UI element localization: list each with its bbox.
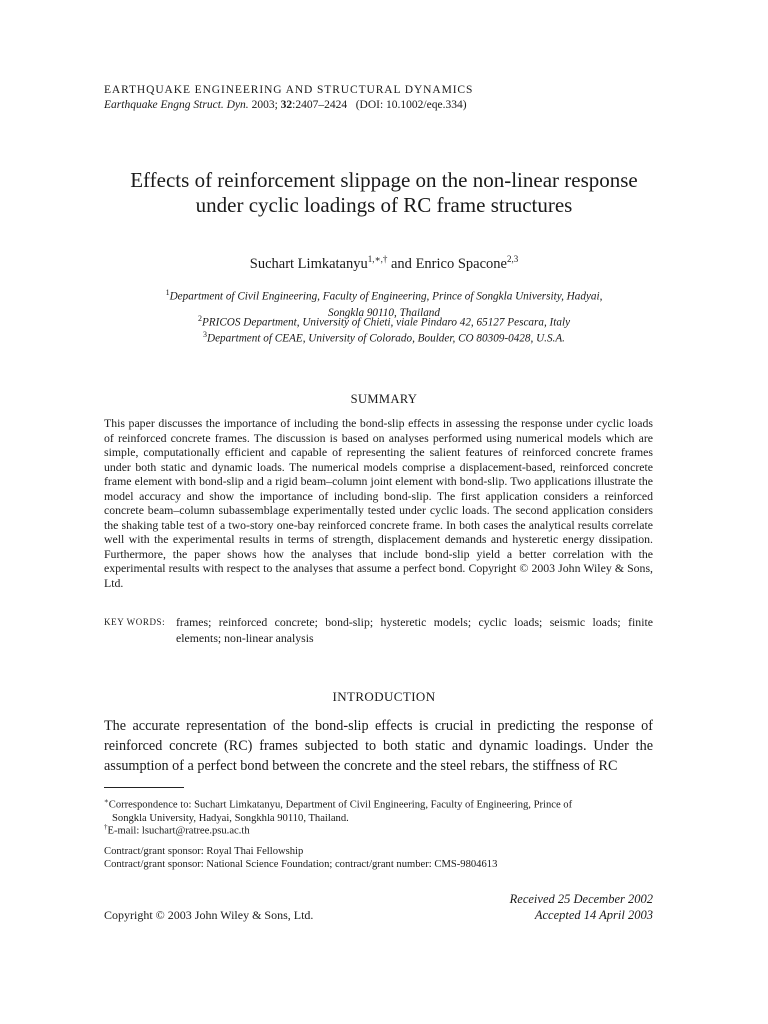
affiliation-1-number: 1	[165, 288, 170, 297]
citation	[104, 99, 467, 111]
author-1-marks: 1,∗,†	[367, 254, 388, 264]
affiliation-2-text: PRICOS Department, University of Chieti, viale Pindaro 42, 65127 Pescara, Italy	[201, 316, 571, 329]
affiliation-1-line-2: Songkla 90110, Thailand	[328, 306, 440, 319]
received-date: Received 25 December 2002	[509, 892, 653, 906]
citation-doi: (DOI: 10.1002/eqe.334)	[355, 99, 467, 111]
footnote-email	[104, 821, 653, 838]
citation-volume: 32	[280, 99, 293, 111]
correspondence-mark: ∗	[104, 797, 109, 805]
citation-year: 2003;	[251, 99, 278, 111]
author-conjunction: and	[391, 255, 412, 272]
correspondence-line-1: Correspondence to: Suchart Limkatanyu, Department of Civil Engineering, Faculty of Engineering, Prince of	[108, 799, 573, 811]
author-list	[80, 254, 688, 273]
correspondence-line-2: Songkla University, Hadyai, Songkhla 90110, Thailand.	[112, 812, 349, 824]
received-dates	[510, 891, 653, 923]
accepted-date: Accepted 14 April 2003	[534, 908, 653, 922]
journal-name: EARTHQUAKE ENGINEERING AND STRUCTURAL DYNAMICS	[104, 84, 474, 96]
affiliation-3-number: 3	[203, 330, 207, 339]
title-line-1: Effects of reinforcement slippage on the non-linear response	[130, 168, 638, 192]
footnote-sponsor-1: Contract/grant sponsor: Royal Thai Fellowship	[104, 846, 304, 857]
introduction-text: The accurate representation of the bond-slip effects is crucial in predicting the response of reinforced concrete (RC) frames subjected to both static and dynamic loadings. Under the assumption of a perfect bond between the concrete and the steel rebars, the stiffness of RC	[104, 718, 653, 774]
keywords	[104, 615, 653, 646]
copyright-notice: Copyright © 2003 John Wiley & Sons, Ltd.	[104, 908, 314, 922]
affiliation-2-number: 2	[197, 314, 202, 323]
footnote-divider	[104, 787, 184, 788]
citation-journal: Earthquake Engng Struct. Dyn.	[104, 99, 249, 111]
introduction-heading: INTRODUCTION	[332, 689, 436, 704]
summary-heading: SUMMARY	[350, 392, 418, 406]
author-1: Suchart Limkatanyu	[249, 255, 368, 272]
email-text: E-mail: lsuchart@ratree.psu.ac.th	[107, 825, 250, 837]
affiliation-3	[80, 327, 688, 347]
citation-pages: :2407–2424	[292, 99, 348, 111]
paper-title	[80, 168, 688, 218]
keywords-text: frames; reinforced concrete; bond-slip; hysteretic models; cyclic loads; seismic loads; finite elements; non-linear analysis	[176, 615, 653, 645]
affiliation-1-line-1: Department of Civil Engineering, Faculty of Engineering, Prince of Songkla University, Hadyai,	[169, 290, 603, 303]
affiliation-3-text: Department of CEAE, University of Colorado, Boulder, CO 80309-0428, U.S.A.	[207, 332, 565, 345]
keywords-label: KEY WORDS:	[104, 617, 166, 627]
summary-text: This paper discusses the importance of including the bond-slip effects in assessing the response under cyclic loads of reinforced concrete frames. The discussion is based on analyses performed using numerical models which are simple, computationally efficient and capable of representing the salient features of reinforced concrete frames under both static and dynamic loads. The numerical models comprise a displacement-based, reinforced concrete frame element with bond-slip and a rigid beam–column joint element with bond-slip. Two applications illustrate the model accuracy and show the importance of including bond-slip. The first application considers a reinforced concrete beam–column subassemblage experimentally tested under cyclic loads. The second application considers the shaking table test of a two-story one-bay reinforced concrete frame. In both cases the analytical results correlate well with the experimental results in terms of strength, displacement demands and hysteretic energy dissipation. Furthermore, the paper shows how the analyses that include bond-slip yield a better correlation with the experimental results with respect to the analyses that assume a perfect bond. Copyright © 2003 John Wiley & Sons, Ltd.	[104, 416, 653, 590]
author-2-marks: 2,3	[506, 254, 519, 264]
title-line-2: under cyclic loadings of RC frame structures	[195, 193, 573, 217]
footnote-sponsor-2: Contract/grant sponsor: National Science Foundation; contract/grant number: CMS-9804613	[104, 859, 498, 870]
email-mark: †	[104, 823, 108, 831]
author-2: Enrico Spacone	[415, 255, 507, 272]
